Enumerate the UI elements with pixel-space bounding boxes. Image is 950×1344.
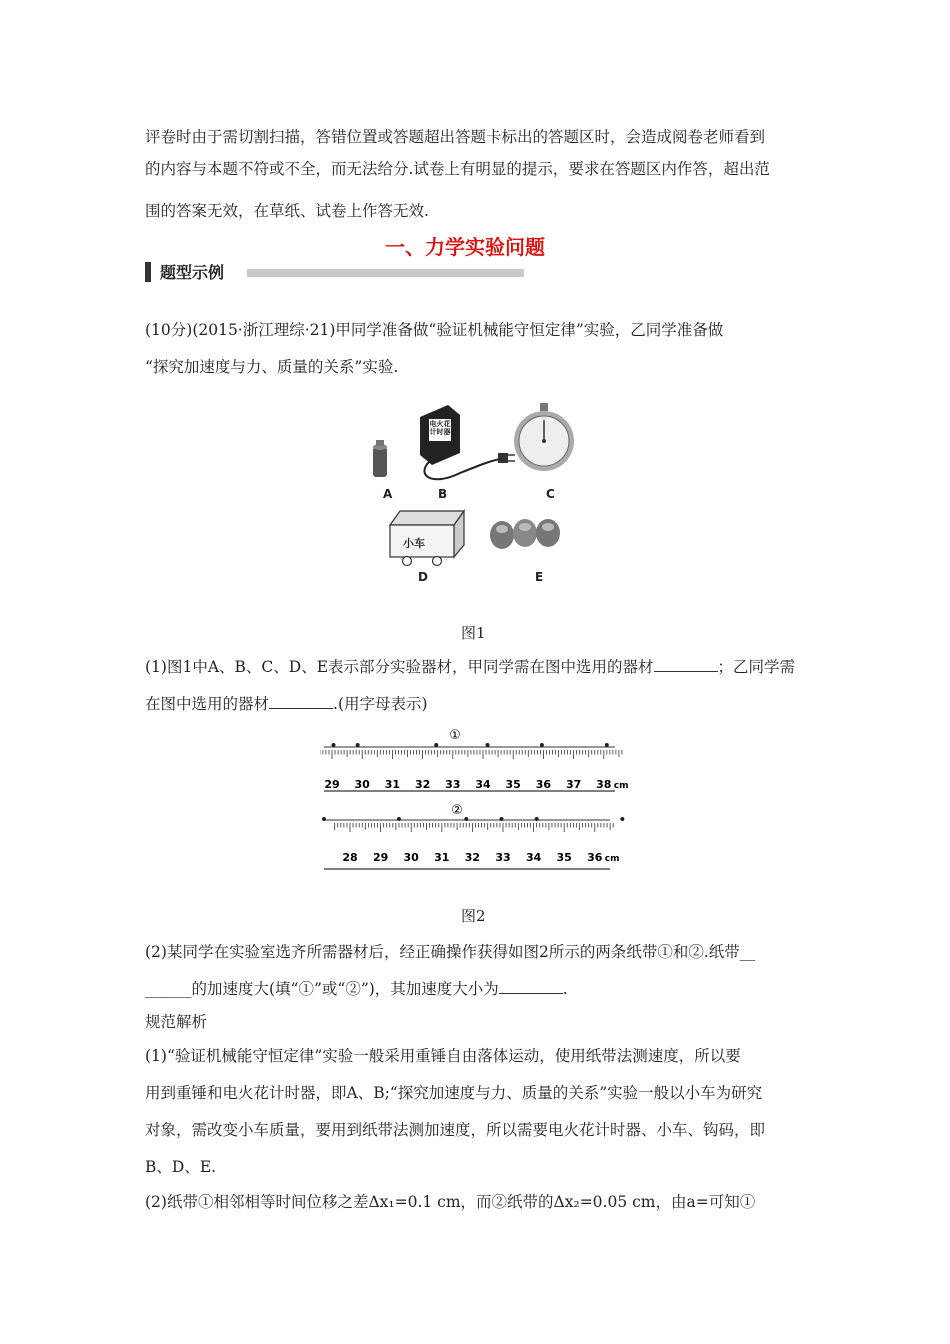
analysis-p2-line-1: (2)纸带①相邻相等时间位移之差Δx₁=0.1 cm，而②纸带的Δx₂=0.05 cm，由a=可知① — [145, 1193, 756, 1211]
figure-label-c: C — [546, 487, 555, 501]
tape2-tick-label: 31 — [434, 851, 450, 864]
tape1-dot — [356, 743, 360, 747]
part1-line-1 — [145, 655, 795, 677]
tape1-tick-label: 37 — [565, 778, 582, 791]
tape1-tick-label: 32 — [414, 778, 431, 791]
tape2-unit: cm — [604, 854, 620, 864]
tape1-dot — [486, 743, 490, 747]
figure-label-b: B — [438, 487, 448, 501]
part1-line-2-text-a: 在图中选用的器材 — [145, 695, 270, 713]
tape2-tick-label: 29 — [372, 851, 389, 864]
tape2-tick-label: 34 — [525, 851, 542, 864]
answer-blank-1[interactable] — [654, 657, 718, 672]
answer-blank-3[interactable] — [499, 979, 563, 994]
tape2-dot — [464, 817, 468, 821]
weight-a-image — [373, 440, 387, 477]
tape1-dot — [540, 743, 544, 747]
tape-1-marker: ① — [449, 728, 461, 743]
tape2-tick-label: 33 — [495, 851, 511, 864]
tape1-tick-label: 35 — [505, 778, 521, 791]
tape1-unit: cm — [613, 781, 629, 791]
figure-1-apparatus — [360, 395, 590, 590]
part2-line-2-text-a: ______的加速度大(填“①”或“②”)，其加速度大小为 — [145, 980, 499, 998]
tape2-dot — [397, 817, 401, 821]
tape2-tick-label: 36 — [587, 851, 603, 864]
section-label: 题型示例 — [160, 263, 225, 282]
tape2-tick-label: 28 — [342, 851, 358, 864]
figure-label-e: E — [535, 570, 544, 584]
analysis-p1-line-4: B、D、E. — [145, 1158, 217, 1176]
tape1-tick-label: 29 — [324, 778, 340, 791]
part1-line-1-text-a: (1)图1中A、B、C、D、E表示部分实验器材，甲同学需在图中选用的器材 — [145, 658, 654, 676]
tape1-tick-label: 34 — [475, 778, 491, 791]
tape1-tick-label: 38 — [596, 778, 612, 791]
stopwatch-c-image — [514, 403, 574, 471]
tape1-dot — [434, 743, 438, 747]
figure-2-tapes — [320, 725, 630, 875]
tape1-tick-label: 31 — [384, 778, 401, 791]
figure-2-caption: 图2 — [461, 907, 486, 925]
tape1-tick-label: 33 — [445, 778, 461, 791]
tape1-tick-label: 36 — [535, 778, 552, 791]
part1-line-1-text-b: ；乙同学需 — [717, 658, 796, 676]
tape2-dot — [535, 817, 539, 821]
tape2-tick-label: 35 — [556, 851, 572, 864]
analysis-heading: 规范解析 — [145, 1013, 208, 1031]
tape2-dot — [322, 817, 326, 821]
intro-line-3: 围的答案无效，在草纸、试卷上作答无效. — [145, 202, 429, 220]
spark-timer-label: 电火花计时器 — [429, 420, 451, 436]
tape2-dot — [620, 817, 624, 821]
analysis-p1-line-3: 对象，需改变小车质量，要用到纸带法测加速度，所以需要电火花计时器、小车、钩码，即 — [145, 1121, 766, 1139]
cart-d-image — [390, 511, 464, 566]
analysis-p1-line-1: (1)“验证机械能守恒定律”实验一般采用重锤自由落体运动，使用纸带法测速度，所以要 — [145, 1047, 741, 1065]
part1-line-2-text-b: .(用字母表示) — [333, 695, 428, 713]
tape2-tick-label: 30 — [403, 851, 419, 864]
figure-label-d: D — [418, 570, 428, 584]
section-header — [145, 260, 224, 283]
tape1-dot — [332, 743, 336, 747]
tape1-tick-label: 30 — [354, 778, 370, 791]
answer-blank-2[interactable] — [269, 694, 333, 709]
figure-1-caption: 图1 — [461, 624, 486, 642]
tape-2 — [322, 803, 624, 869]
tape2-dot — [499, 817, 503, 821]
section-bar — [145, 262, 151, 282]
spark-timer-b-image — [420, 405, 515, 479]
part1-line-2 — [145, 692, 428, 714]
hook-weights-e-image — [490, 519, 560, 549]
analysis-p1-line-2: 用到重锤和电火花计时器，即A、B;“探究加速度与力、质量的关系”实验一般以小车为研究 — [145, 1084, 763, 1102]
tape-1 — [320, 728, 629, 791]
intro-line-2: 的内容与本题不符或不全，而无法给分.试卷上有明显的提示，要求在答题区内作答，超出范 — [145, 160, 770, 178]
tape1-dot — [605, 743, 609, 747]
cart-label: 小车 — [403, 537, 425, 550]
tape-2-marker: ② — [451, 803, 463, 818]
part2-line-1: (2)某同学在实验室选齐所需器材后，经正确操作获得如图2所示的两条纸带①和②.纸带__ — [145, 943, 756, 961]
figure-label-a: A — [383, 487, 393, 501]
section-title: 一、力学实验问题 — [385, 235, 545, 259]
part2-line-2 — [145, 977, 568, 999]
part2-line-2-text-b: . — [562, 980, 568, 998]
tape2-tick-label: 32 — [464, 851, 481, 864]
question-line-2: “探究加速度与力、质量的关系”实验. — [145, 358, 399, 376]
question-line-1: (10分)(2015·浙江理综·21)甲同学准备做“验证机械能守恒定律”实验，乙同学准备做 — [145, 321, 724, 339]
intro-line-1: 评卷时由于需切割扫描，答错位置或答题超出答题卡标出的答题区时，会造成阅卷老师看到 — [145, 128, 766, 146]
section-rule — [247, 269, 524, 277]
